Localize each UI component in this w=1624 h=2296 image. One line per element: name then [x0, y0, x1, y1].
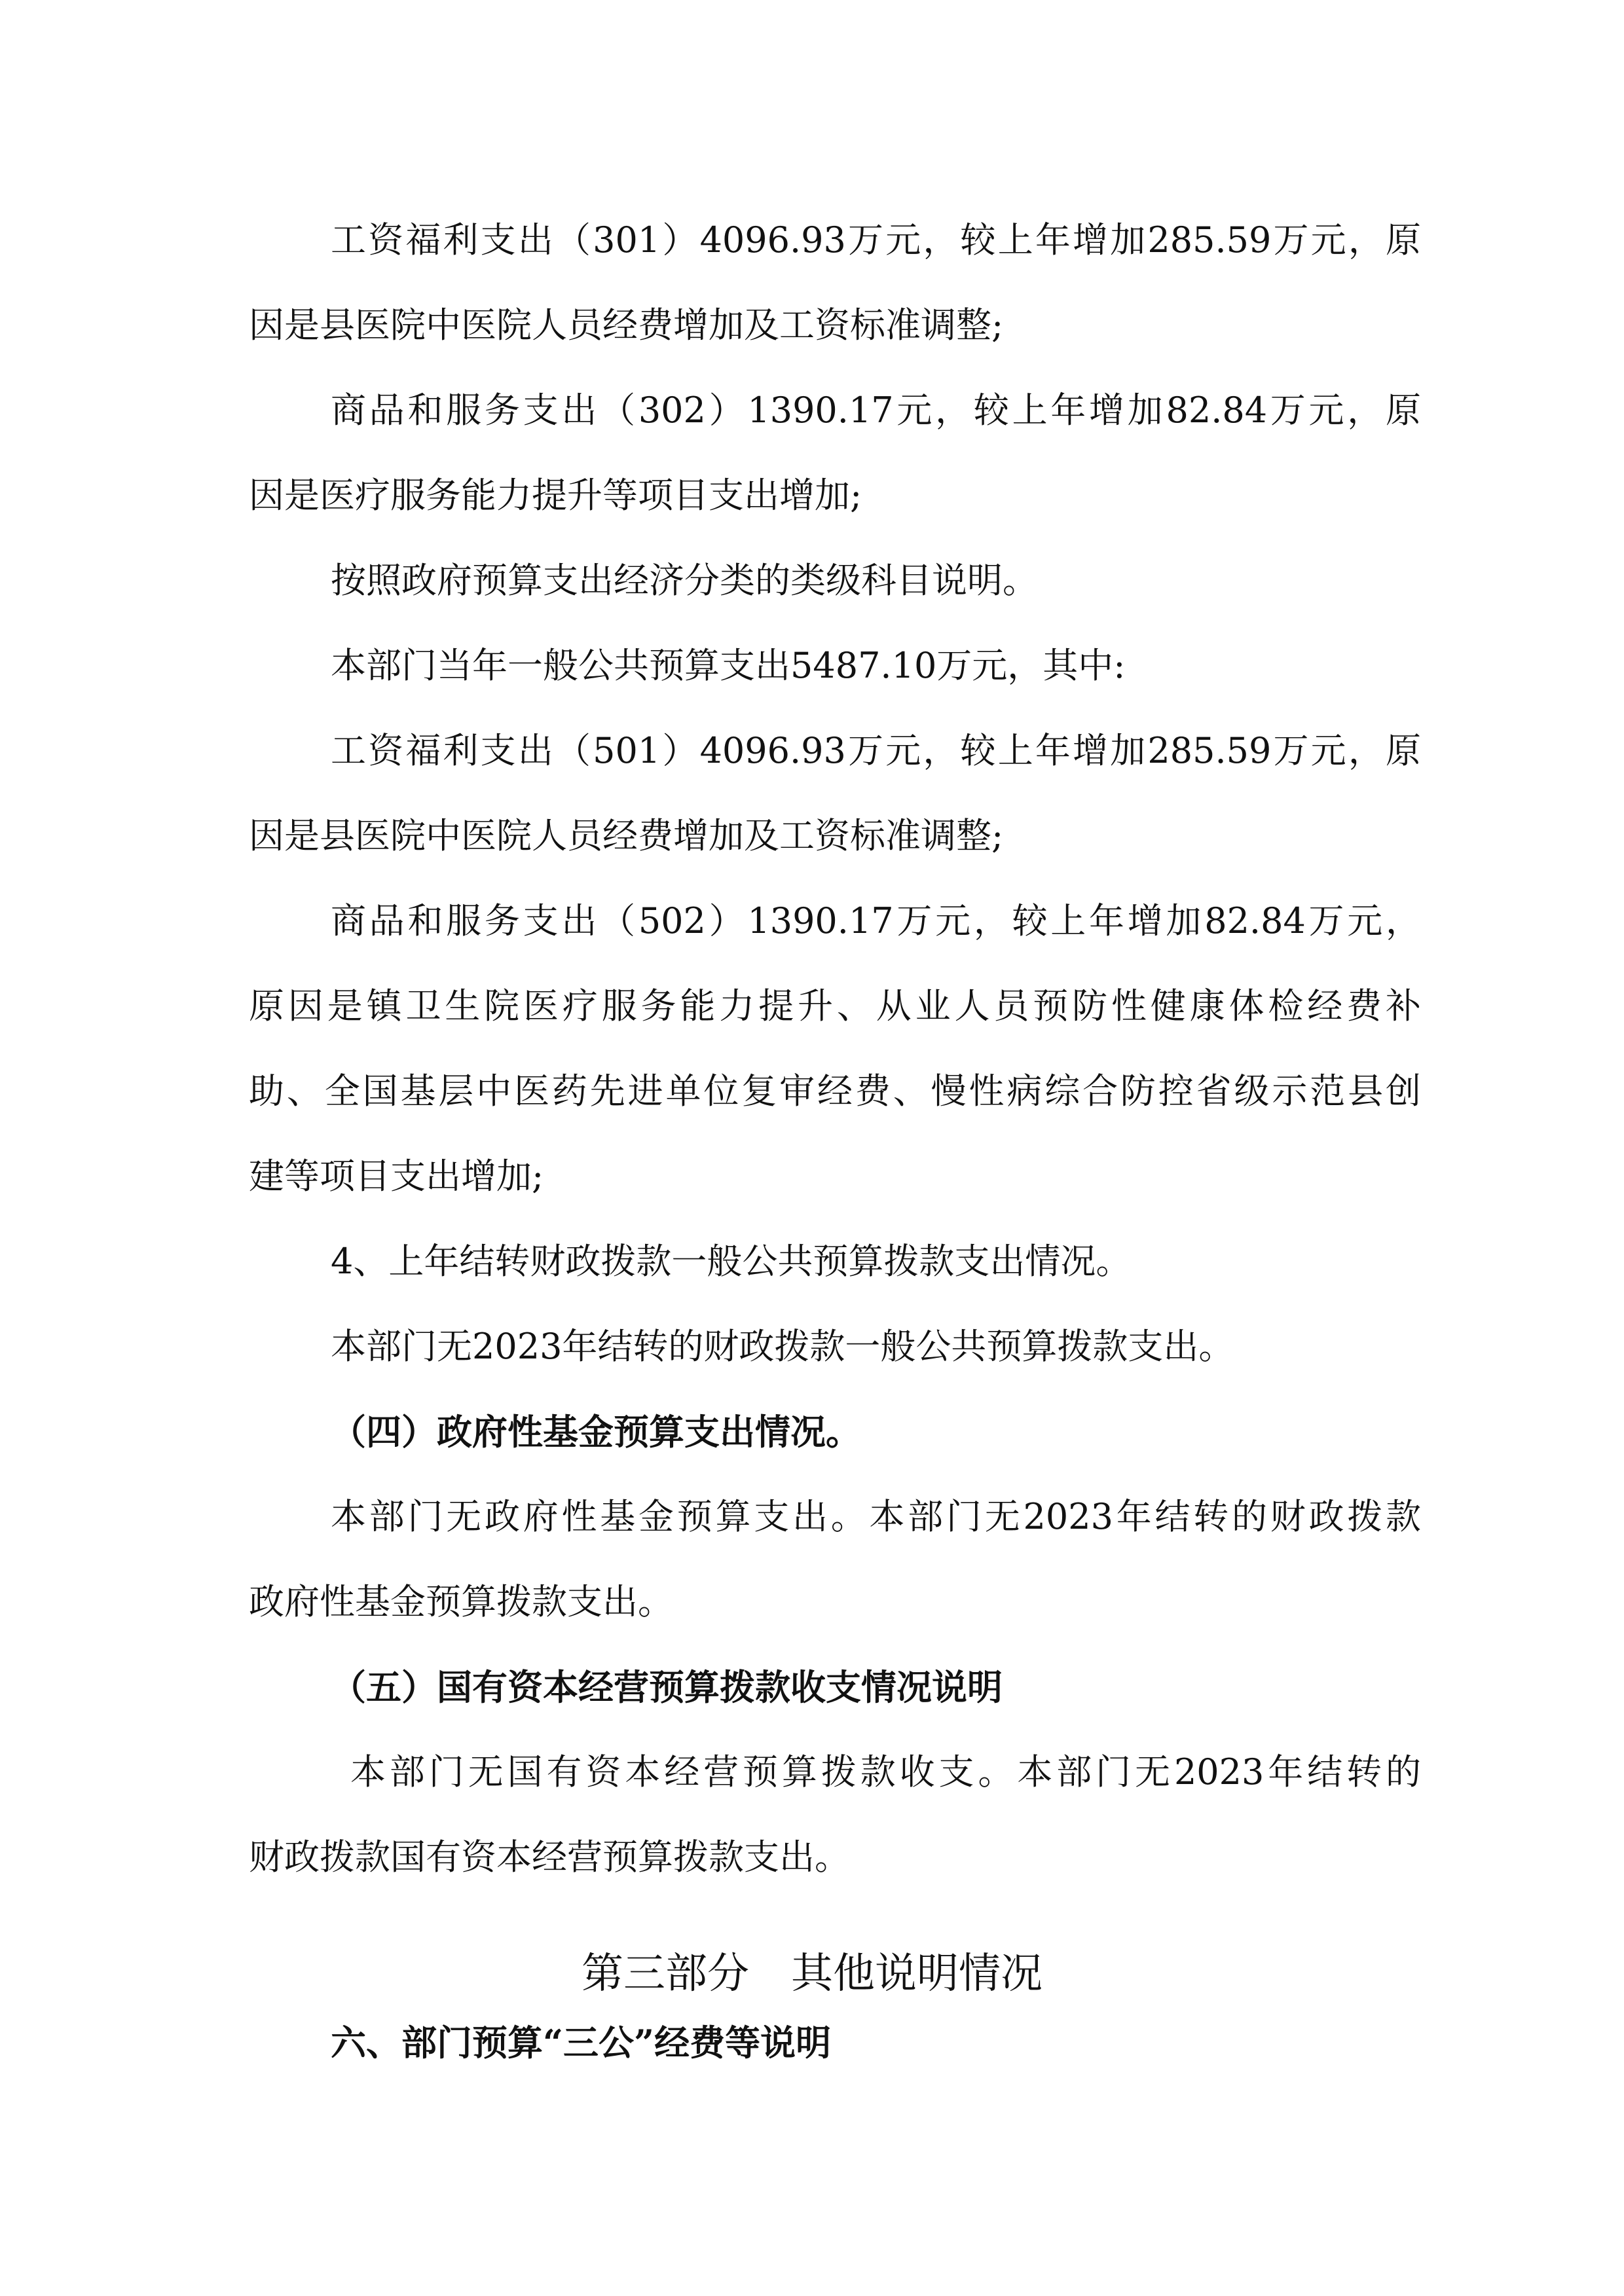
section-heading: （五）国有资本经营预算拨款收支情况说明 — [331, 1666, 1003, 1708]
paragraph-line: 本部门无国有资本经营预算拨款收支。本部门无2023年结转的 — [350, 1751, 1421, 1793]
paragraph-line: 按照政府预算支出经济分类的类级科目说明。 — [331, 560, 1038, 601]
section-heading: （四）政府性基金预算支出情况。 — [331, 1411, 861, 1453]
paragraph-line: 工资福利支出（301）4096.93万元，较上年增加285.59万元，原 — [331, 219, 1421, 261]
paragraph-line: 建等项目支出增加; — [249, 1156, 544, 1197]
paragraph-line: 4、上年结转财政拨款一般公共预算拨款支出情况。 — [331, 1241, 1132, 1282]
paragraph-line: 因是县医院中医院人员经费增加及工资标准调整; — [249, 815, 1004, 856]
paragraph-line: 本部门无2023年结转的财政拨款一般公共预算拨款支出。 — [331, 1326, 1234, 1367]
paragraph-line: 助、全国基层中医药先进单位复审经费、慢性病综合防控省级示范县创 — [249, 1070, 1421, 1112]
paragraph-line: 商品和服务支出（502）1390.17万元，较上年增加82.84万元， — [331, 900, 1421, 941]
section-heading: 六、部门预算“三公”经费等说明 — [331, 2022, 832, 2064]
paragraph-line: 本部门无政府性基金预算支出。本部门无2023年结转的财政拨款 — [331, 1496, 1421, 1537]
paragraph-line: 本部门当年一般公共预算支出5487.10万元，其中: — [331, 645, 1126, 686]
paragraph-line: 因是县医院中医院人员经费增加及工资标准调整; — [249, 304, 1004, 346]
paragraph-line: 商品和服务支出（302）1390.17元，较上年增加82.84万元，原 — [331, 390, 1421, 431]
paragraph-line: 原因是镇卫生院医疗服务能力提升、从业人员预防性健康体检经费补 — [249, 985, 1421, 1027]
paragraph-line: 工资福利支出（501）4096.93万元，较上年增加285.59万元，原 — [331, 730, 1421, 771]
part-title: 第三部分 其他说明情况 — [581, 1950, 1043, 1998]
paragraph-line: 财政拨款国有资本经营预算拨款支出。 — [249, 1836, 850, 1878]
paragraph-line: 因是医疗服务能力提升等项目支出增加; — [249, 475, 862, 516]
paragraph-line: 政府性基金预算拨款支出。 — [249, 1581, 673, 1622]
